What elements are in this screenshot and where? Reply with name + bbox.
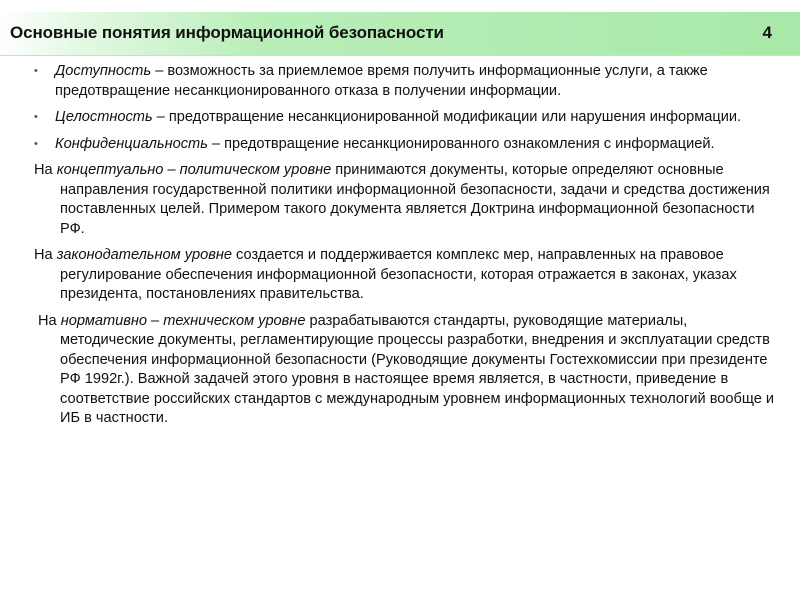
bullet-term: Целостность (55, 109, 153, 125)
bullet-item-confidentiality (34, 135, 780, 155)
paragraph-term: нормативно – техническом уровне (60, 312, 306, 329)
paragraph-text: принимаются документы, которые определяют основные направления государственной политики информационной безопасности, задачи и средства достижения поставленных целей. Примером такого документа является Доктрина информационной безопасности РФ. (60, 162, 770, 237)
paragraph-lead: На (38, 312, 61, 329)
paragraph-legislative-level (34, 246, 780, 305)
paragraph-lead: На (34, 247, 57, 263)
bullet-text: – предотвращение несанкционированной модификации или нарушения информации. (152, 109, 742, 125)
paragraph-term: концептуально – политическом уровне (56, 162, 332, 178)
paragraph-text: разрабатываются стандарты, руководящие материалы, методические документы, регламентирующие процессы разработки, внедрения и эксплуатации средств обеспечения информационной безопасности (Руководящие документы Гостехкомиссии при президенте РФ 1992г.). Важной задачей этого уровня в настоящее время является, в частности, приведение в соответствие российских стандартов с международным уровнем информационных технологий вообще и ИБ в частности. (60, 312, 775, 426)
bullet-term: Доступность (55, 63, 152, 79)
paragraph-technical-level (34, 312, 780, 429)
slide-number: 4 (762, 23, 772, 42)
bullet-dot-icon: • (34, 65, 38, 77)
bullet-text: – возможность за приемлемое время получить информационные услуги, а также предотвращение несанкционированного отказа в получении информации. (55, 63, 708, 99)
bullet-text: – предотвращение несанкционированного ознакомления с информацией. (207, 135, 715, 152)
slide-header (0, 12, 800, 56)
slide-title: Основные понятия информационной безопасности (10, 23, 444, 42)
bullet-dot-icon: • (34, 111, 38, 123)
paragraph-conceptual-level (34, 161, 780, 239)
paragraph-term: законодательном уровне (56, 247, 232, 263)
paragraph-lead: На (34, 162, 57, 178)
bullet-item-integrity (34, 108, 780, 128)
slide-content (34, 62, 780, 436)
bullet-item-availability (34, 62, 780, 101)
paragraph-text: создается и поддерживается комплекс мер, направленных на правовое регулирование обеспечения информационной безопасности, которая отражается в законах, указах президента, постановлениях правительства. (60, 247, 737, 302)
bullet-term: Конфиденциальность (55, 135, 208, 152)
bullet-dot-icon: • (34, 137, 38, 150)
